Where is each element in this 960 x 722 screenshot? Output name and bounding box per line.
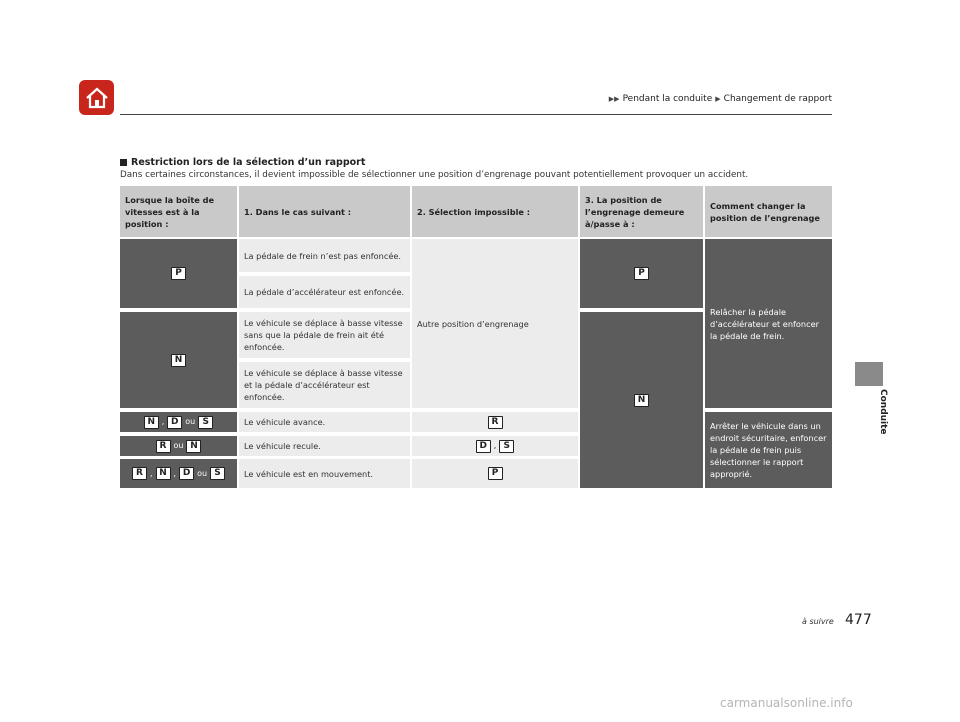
- breadcrumb-arrow-icon: ▶: [715, 95, 721, 103]
- breadcrumb-item[interactable]: Pendant la conduite: [622, 94, 713, 104]
- chapter-tab[interactable]: [855, 362, 883, 386]
- gear-position-cell: [120, 459, 237, 488]
- result-position-cell: [580, 239, 703, 308]
- intro-text: Dans certaines circonstances, il devient impossible de sélectionner une position d’engrenage pouvant potentiellement provoquer un accident.: [120, 170, 749, 180]
- gear-n-label: N: [186, 440, 201, 453]
- separator: ou: [173, 441, 184, 450]
- table-header-cell: Lorsque la boîte de vitesses est à la position :: [120, 186, 237, 237]
- table-header-cell: 1. Dans le cas suivant :: [239, 186, 410, 237]
- case-cell: Le véhicule recule.: [239, 436, 410, 456]
- gear-position-cell: [120, 436, 237, 456]
- separator: ,: [149, 468, 153, 478]
- gear-d-label: D: [179, 467, 194, 480]
- case-cell: Le véhicule est en mouvement.: [239, 459, 410, 488]
- section-title: [120, 157, 365, 168]
- chapter-label: Conduite: [878, 389, 888, 435]
- impossible-cell: [412, 436, 578, 456]
- continued-label: à suivre: [802, 617, 834, 626]
- square-bullet-icon: [120, 159, 127, 166]
- watermark: carmanualsonline.info: [720, 696, 853, 710]
- breadcrumb-arrow-icon: ▶▶: [608, 95, 620, 103]
- case-cell: La pédale d’accélérateur est enfoncée.: [239, 276, 410, 308]
- impossible-cell: [412, 459, 578, 488]
- table-header-cell: Comment changer la position de l’engrenage: [705, 186, 832, 237]
- gear-position-cell: [120, 239, 237, 308]
- gear-d-label: D: [476, 440, 491, 453]
- gear-position-cell: [120, 412, 237, 432]
- separator: ,: [493, 441, 497, 450]
- gear-r-label: R: [488, 416, 503, 429]
- gear-s-label: S: [499, 440, 514, 453]
- gear-r-label: R: [156, 440, 171, 453]
- case-cell: Le véhicule se déplace à basse vitesse et la pédale d’accélérateur est enfoncée.: [239, 362, 410, 408]
- page-number: 477: [845, 612, 872, 628]
- separator: ,: [161, 417, 165, 426]
- separator: ou: [197, 468, 208, 478]
- breadcrumb-item[interactable]: Changement de rapport: [723, 94, 832, 104]
- home-button[interactable]: [79, 80, 114, 115]
- separator: ,: [173, 468, 177, 478]
- gear-position-cell: [120, 312, 237, 408]
- gear-p-label: P: [488, 467, 503, 480]
- gear-n-label: N: [144, 416, 159, 429]
- how-to-cell: Relâcher la pédale d’accélérateur et enfoncer la pédale de frein.: [705, 239, 832, 408]
- impossible-cell: [412, 412, 578, 432]
- gear-n-label: N: [171, 354, 186, 367]
- header-divider: [120, 114, 832, 115]
- gear-s-label: S: [198, 416, 213, 429]
- case-cell: La pédale de frein n’est pas enfoncée.: [239, 239, 410, 272]
- home-icon: [84, 86, 110, 110]
- case-cell: Le véhicule avance.: [239, 412, 410, 432]
- section-title-text: Restriction lors de la sélection d’un rapport: [131, 157, 366, 168]
- gear-p-label: P: [634, 267, 649, 280]
- how-to-cell: Arrêter le véhicule dans un endroit sécuritaire, enfoncer la pédale de frein puis sélectionner le rapport approprié.: [705, 412, 832, 488]
- gear-d-label: D: [167, 416, 182, 429]
- gear-s-label: S: [210, 467, 225, 480]
- gear-n-label: N: [156, 467, 171, 480]
- case-cell: Le véhicule se déplace à basse vitesse sans que la pédale de frein ait été enfoncée.: [239, 312, 410, 358]
- table-header-cell: 2. Sélection impossible :: [412, 186, 578, 237]
- gear-r-label: R: [132, 467, 147, 480]
- impossible-cell: Autre position d’engrenage: [412, 239, 578, 408]
- result-position-cell: [580, 312, 703, 488]
- table-header-cell: 3. La position de l’engrenage demeure à/passe à :: [580, 186, 703, 237]
- breadcrumb: [609, 94, 832, 104]
- gear-n-label: N: [634, 394, 649, 407]
- gear-p-label: P: [171, 267, 186, 280]
- separator: ou: [185, 417, 196, 426]
